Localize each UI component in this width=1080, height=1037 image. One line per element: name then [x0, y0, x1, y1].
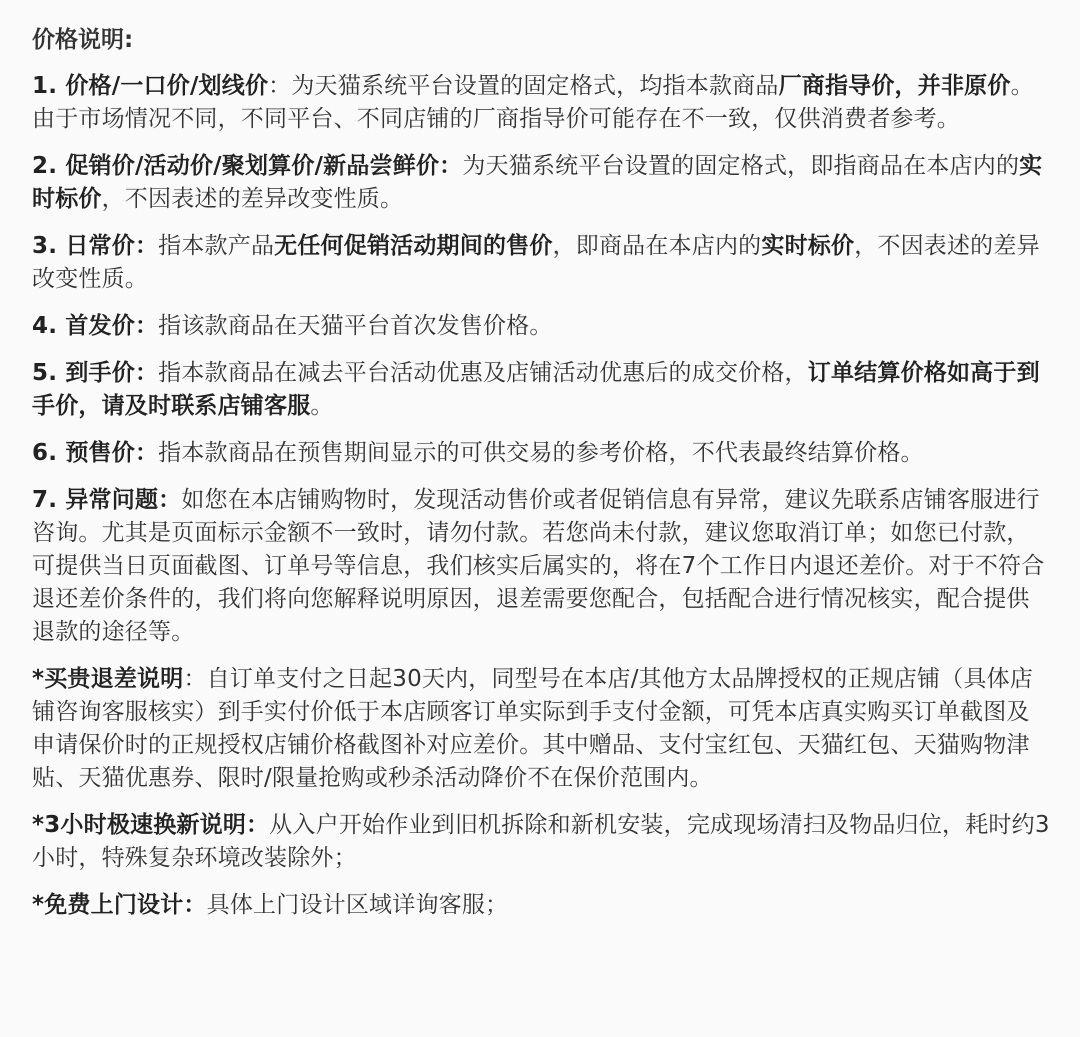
price-section-s6: [32, 437, 1050, 470]
bold-text: 订单结算价格如高于到手价，请及时联系店铺客服: [32, 360, 1040, 419]
body-text: 指本款商品在减去平台活动优惠及店铺活动优惠后的成交价格，: [158, 360, 808, 386]
bold-text: 实时标价: [761, 233, 855, 259]
bold-text: 厂商指导价，并非原价: [778, 73, 1011, 99]
bold-text: 6. 预售价：: [32, 440, 159, 466]
body-text: 。由于市场情况不同，不同平台、不同店铺的厂商指导价可能存在不一致，仅供消费者参考。: [32, 73, 1034, 132]
body-text: ：为天猫系统平台设置的固定格式，均指本款商品: [268, 73, 779, 99]
price-section-s2: [32, 150, 1050, 216]
bold-text: 无任何促销活动期间的售价: [274, 233, 553, 259]
body-text: 从入户开始作业到旧机拆除和新机安装，完成现场清扫及物品归位，耗时约3小时，特殊复杂环境改装除外；: [32, 812, 1050, 871]
price-section-s4: [32, 310, 1050, 343]
body-text: 。: [310, 393, 334, 419]
bold-text: *3小时极速换新说明：: [32, 812, 270, 838]
price-sections: [32, 70, 1050, 922]
price-section-s5: [32, 357, 1050, 423]
body-text: 如您在本店铺购物时，发现活动售价或者促销信息有异常，建议先联系店铺客服进行咨询。尤其是页面标示金额不一致时，请勿付款。若您尚未付款，建议您取消订单；如您已付款，可提供当日页面截图、订单号等信息，我们核实后属实的，将在7个工作日内退还差价。对于不符合退还差价条件的，我们将向您解释说明原因，退差需要您配合，包括配合进行情况核实，配合提供退款的途径等。: [32, 487, 1045, 645]
price-section-s1: [32, 70, 1050, 136]
bold-text: 2. 促销价/活动价/聚划算价/新品尝鲜价：: [32, 153, 463, 179]
body-text: 为天猫系统平台设置的固定格式，即指商品在本店内的: [462, 153, 1020, 179]
bold-text: 1. 价格/一口价/划线价: [32, 73, 269, 99]
bold-text: *免费上门设计：: [32, 892, 207, 918]
body-text: 指该款商品在天猫平台首次发售价格。: [158, 313, 553, 339]
body-text: 指本款商品在预售期间显示的可供交易的参考价格，不代表最终结算价格。: [158, 440, 924, 466]
bold-text: 7. 异常问题：: [32, 487, 182, 513]
bold-text: 5. 到手价：: [32, 360, 159, 386]
page-title: 价格说明:: [32, 27, 134, 53]
bold-text: 4. 首发价：: [32, 313, 159, 339]
price-section-s3: [32, 230, 1050, 296]
body-text: 指本款产品: [158, 233, 275, 259]
body-text: ，不因表述的差异改变性质。: [32, 233, 1040, 292]
price-section-s10: [32, 889, 1050, 922]
price-section-s7: [32, 484, 1050, 649]
bold-text: 实时标价: [32, 153, 1043, 212]
body-text: ，不因表述的差异改变性质。: [101, 186, 404, 212]
body-text: ：自订单支付之日起30天内，同型号在本店/其他方太品牌授权的正规店铺（具体店铺咨询客服核实）到手实付价低于本店顾客订单实际到手支付金额，可凭本店真实购买订单截图及申请保价时的正规授权店铺价格截图补对应差价。其中赠品、支付宝红包、天猫红包、天猫购物津贴、天猫优惠券、限时/限量抢购或秒杀活动降价不在保价范围内。: [32, 666, 1034, 791]
price-section-s9: [32, 809, 1050, 875]
body-text: ，即商品在本店内的: [552, 233, 762, 259]
body-text: 具体上门设计区域详询客服；: [206, 892, 509, 918]
bold-text: 3. 日常价：: [32, 233, 159, 259]
price-section-s8: [32, 663, 1050, 795]
bold-text: *买贵退差说明: [32, 666, 184, 692]
